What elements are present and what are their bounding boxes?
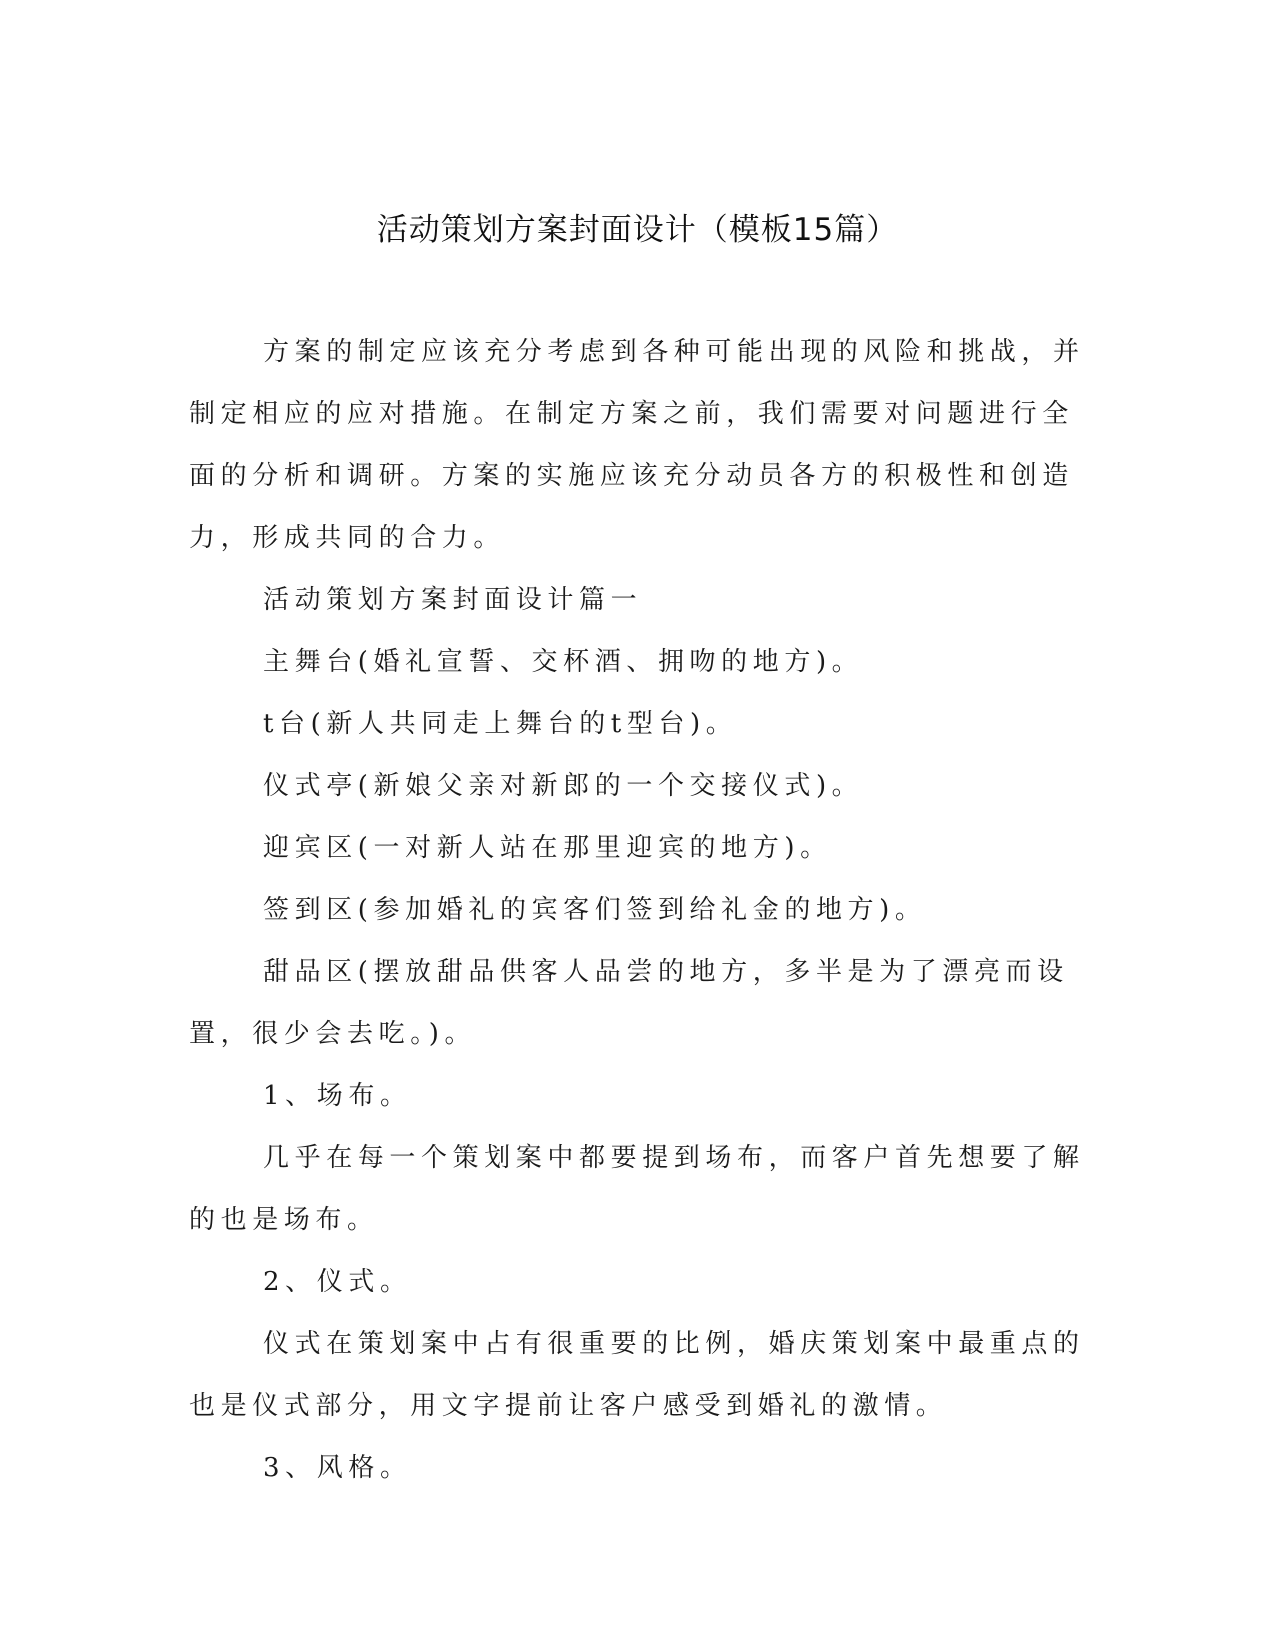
list-item-welcome-area: 迎宾区(一对新人站在那里迎宾的地方)。 — [263, 833, 832, 863]
list-item-t-stage: t台(新人共同走上舞台的t型台)。 — [263, 709, 738, 739]
document-title: 活动策划方案封面设计（模板15篇） — [376, 212, 899, 248]
paragraph-venue-decor: 几乎在每一个策划案中都要提到场布，而客户首先想要了解的也是场布。 — [189, 1143, 1085, 1235]
document-body — [189, 321, 1087, 1499]
section-heading-part-one: 活动策划方案封面设计篇一 — [263, 585, 643, 615]
list-item-dessert-area: 甜品区(摆放甜品供客人品尝的地方，多半是为了漂亮而设置，很少会去吃。)。 — [189, 957, 1069, 1049]
list-item-ceremony-pavilion: 仪式亭(新娘父亲对新郎的一个交接仪式)。 — [263, 771, 864, 801]
list-item-signin-area: 签到区(参加婚礼的宾客们签到给礼金的地方)。 — [263, 895, 927, 925]
paragraph-ceremony: 仪式在策划案中占有很重要的比例，婚庆策划案中最重点的也是仪式部分，用文字提前让客户感受到婚礼的激情。 — [189, 1329, 1085, 1421]
list-item-main-stage: 主舞台(婚礼宣誓、交杯酒、拥吻的地方)。 — [263, 647, 864, 677]
subheading-venue-decor: 1、场布。 — [263, 1081, 412, 1111]
subheading-style: 3、风格。 — [263, 1453, 412, 1483]
intro-paragraph: 方案的制定应该充分考虑到各种可能出现的风险和挑战，并制定相应的应对措施。在制定方案之前，我们需要对问题进行全面的分析和调研。方案的实施应该充分动员各方的积极性和创造力，形成共同的合力。 — [189, 337, 1085, 553]
subheading-ceremony: 2、仪式。 — [263, 1267, 412, 1297]
